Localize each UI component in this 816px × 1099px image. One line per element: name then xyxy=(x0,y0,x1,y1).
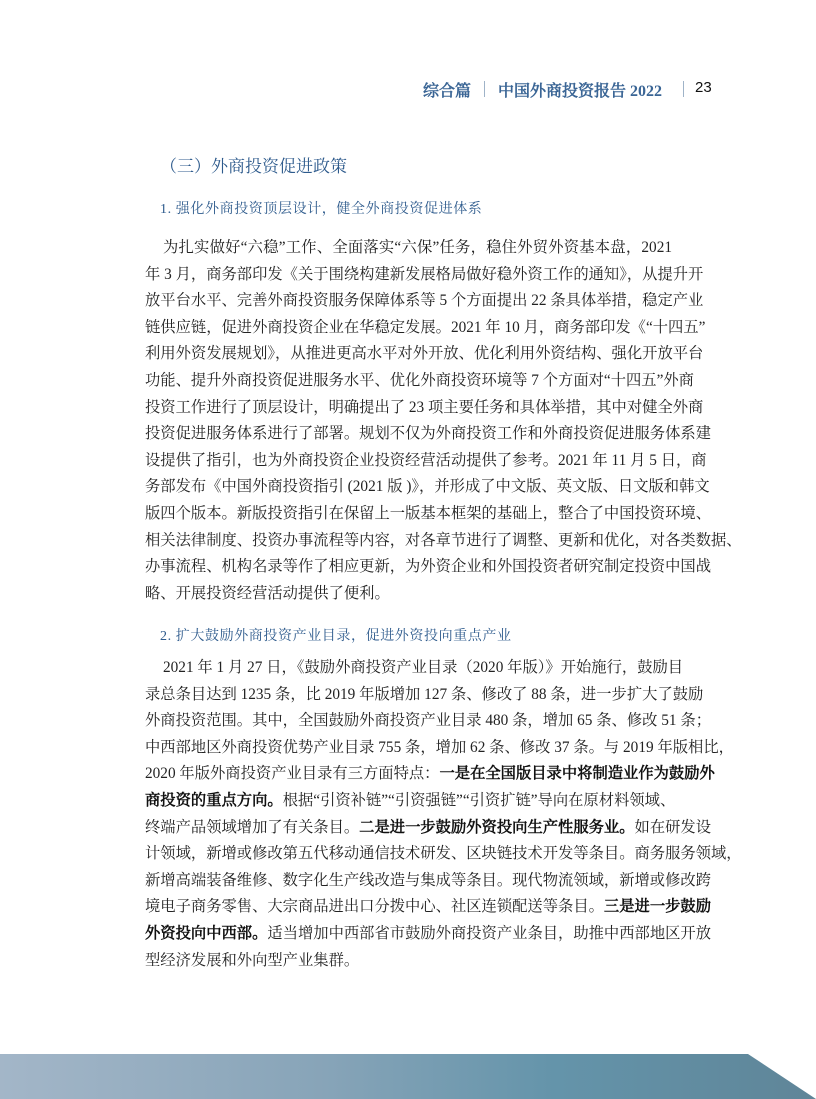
text: 如在研发设 xyxy=(634,818,712,836)
text: 2020 年版外商投资产业目录有三方面特点： xyxy=(145,765,440,783)
text: 2021 年 1 月 27 日，《鼓励外商投资产业目录（2020 年版）》开始施行，鼓励目 xyxy=(163,659,684,676)
text: 中西部地区外商投资优势产业目录 755 条，增加 62 条、修改 37 条。与 2019 年版相比， xyxy=(145,738,734,756)
footer-band xyxy=(0,1054,816,1099)
text: 终端产品领域增加了有关条目。 xyxy=(145,818,360,836)
text: 投资工作进行了顶层设计，明确提出了 23 项主要任务和具体举措，其中对健全外商 xyxy=(145,398,704,416)
page-number: 23 xyxy=(695,79,712,96)
text-line xyxy=(145,421,711,448)
text-line xyxy=(145,528,742,555)
section-title: （三）外商投资促进政策 xyxy=(160,157,347,177)
text: 链供应链，促进外商投资企业在华稳定发展。2021 年 10 月，商务部印发《“十四五” xyxy=(145,318,706,336)
text-line xyxy=(145,815,712,842)
text-line xyxy=(145,841,742,868)
text-line xyxy=(145,735,734,762)
bold-text: 二是进一步鼓励外资投向生产性服务业。 xyxy=(359,818,635,836)
text-line xyxy=(145,315,706,342)
text-line xyxy=(145,448,707,475)
text-line xyxy=(145,948,672,975)
text-line xyxy=(145,581,672,608)
text: 为扎实做好“六稳”工作、全面落实“六保”任务，稳住外贸外资基本盘，2021 xyxy=(163,239,672,256)
text-line xyxy=(145,235,672,262)
running-header xyxy=(0,78,816,102)
text: 相关法律制度、投资办事流程等内容，对各章节进行了调整、更新和优化，对各类数据、 xyxy=(145,531,742,549)
bold-text: 商投资的重点方向。 xyxy=(145,791,283,809)
text: 型经济发展和外向型产业集群。 xyxy=(145,951,360,969)
text-line xyxy=(145,788,676,815)
text: 版四个版本。新版投资指引在保留上一版基本框架的基础上，整合了中国投资环境、 xyxy=(145,504,711,522)
text: 计领域，新增或修改第五代移动通信技术研发、区块链技术开发等条目。商务服务领域， xyxy=(145,845,742,863)
bold-text: 三是进一步鼓励 xyxy=(603,898,712,916)
text-line xyxy=(145,501,711,528)
text: 设提供了指引，也为外商投资企业投资经营活动提供了参考。2021 年 11 月 5 日，商 xyxy=(145,451,707,469)
text: 年 3 月，商务部印发《关于围绕构建新发展格局做好稳外资工作的通知》，从提升开 xyxy=(145,265,704,283)
subsection-title-1: 1. 强化外商投资顶层设计，健全外商投资促进体系 xyxy=(160,202,483,217)
text-line xyxy=(145,288,704,315)
text: 放平台水平、完善外商投资服务保障体系等 5 个方面提出 22 条具体举措，稳定产业 xyxy=(145,292,704,310)
text-line xyxy=(145,262,704,289)
text: 境电子商务零售、大宗商品进出口分拨中心、社区连锁配送等条目。 xyxy=(145,898,604,916)
paragraph-1 xyxy=(145,235,742,607)
text-line xyxy=(145,708,711,735)
text: 录总条目达到 1235 条，比 2019 年版增加 127 条、修改了 88 条，进一步扩大了鼓励 xyxy=(145,685,704,703)
text-line xyxy=(145,395,704,422)
text-line xyxy=(145,554,711,581)
header-divider xyxy=(484,81,485,97)
text-line xyxy=(145,341,704,368)
text-line xyxy=(145,368,694,395)
text: 适当增加中西部省市鼓励外商投资产业条目，助推中西部地区开放 xyxy=(267,924,712,942)
text: 利用外资发展规划》，从推进更高水平对外开放、优化利用外资结构、强化开放平台 xyxy=(145,345,704,363)
text: 功能、提升外商投资促进服务水平、优化外商投资环境等 7 个方面对“十四五”外商 xyxy=(145,371,694,389)
header-divider xyxy=(683,81,684,97)
text: 投资促进服务体系进行了部署。规划不仅为外商投资工作和外商投资促进服务体系建 xyxy=(145,425,711,443)
text-line xyxy=(145,474,710,501)
text: 根据“引资补链”“引资强链”“引资扩链”导向在原材料领域、 xyxy=(282,791,676,809)
text-line xyxy=(145,761,715,788)
text: 办事流程、机构名录等作了相应更新，为外资企业和外国投资者研究制定投资中国战 xyxy=(145,558,711,576)
text-line xyxy=(145,655,684,682)
text-line xyxy=(145,894,712,921)
header-section: 综合篇 xyxy=(423,81,472,100)
text: 外商投资范围。其中，全国鼓励外商投资产业目录 480 条，增加 65 条、修改 51 条； xyxy=(145,712,711,730)
text-line xyxy=(145,868,711,895)
paragraph-2 xyxy=(145,655,742,974)
text: 务部发布《中国外商投资指引 (2021 版 )》，并形成了中文版、英文版、日文版和韩文 xyxy=(145,478,710,496)
subsection-title-2: 2. 扩大鼓励外商投资产业目录，促进外资投向重点产业 xyxy=(160,629,512,644)
bold-text: 外资投向中西部。 xyxy=(145,924,268,942)
header-report-title: 中国外商投资报告 2022 xyxy=(498,83,663,100)
text-line xyxy=(145,921,712,948)
text: 略、开展投资经营活动提供了便利。 xyxy=(145,584,390,602)
bold-text: 一是在全国版目录中将制造业作为鼓励外 xyxy=(439,765,715,783)
text-line xyxy=(145,682,704,709)
text: 新增高端装备维修、数字化生产线改造与集成等条目。现代物流领域，新增或修改跨 xyxy=(145,871,711,889)
